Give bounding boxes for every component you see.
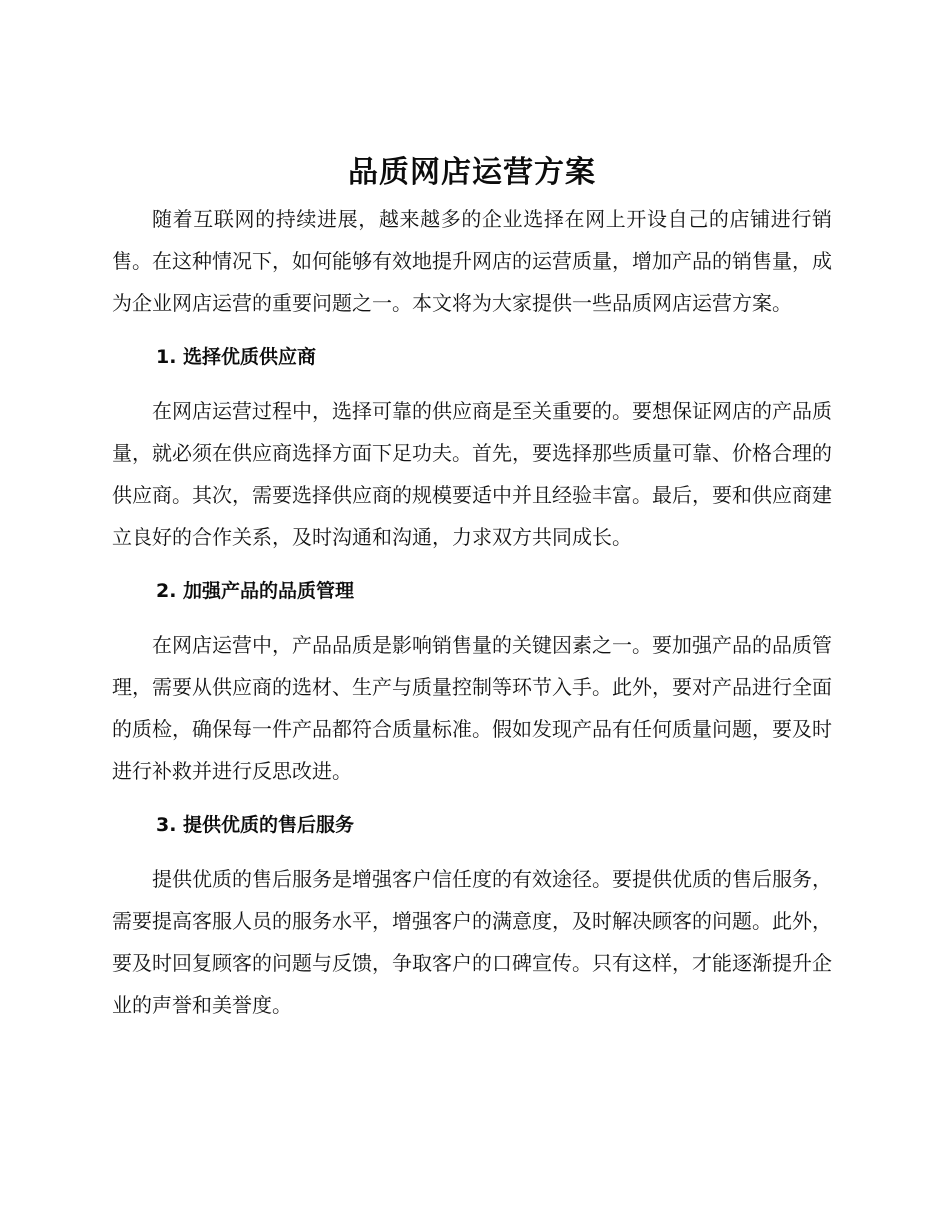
intro-paragraph: 随着互联网的持续进展，越来越多的企业选择在网上开设自己的店铺进行销售。在这种情况下，如何能够有效地提升网店的运营质量，增加产品的销售量，成为企业网店运营的重要问题之一。本文将为大家提供一些品质网店运营方案。 <box>112 207 832 315</box>
section-paragraph: 在网店运营过程中，选择可靠的供应商是至关重要的。要想保证网店的产品质量，就必须在供应商选择方面下足功夫。首先，要选择那些质量可靠、价格合理的供应商。其次，需要选择供应商的规模要适中并且经验丰富。最后，要和供应商建立良好的合作关系，及时沟通和沟通，力求双方共同成长。 <box>112 399 832 549</box>
section-paragraph: 提供优质的售后服务是增强客户信任度的有效途径。要提供优质的售后服务，需要提高客服人员的服务水平，增强客户的满意度，及时解决顾客的问题。此外，要及时回复顾客的问题与反馈，争取客户的口碑宣传。只有这样，才能逐渐提升企业的声誉和美誉度。 <box>112 867 832 1017</box>
section-heading: 3. 提供优质的售后服务 <box>156 814 355 836</box>
document-page <box>112 150 832 1026</box>
section-1 <box>112 337 832 558</box>
document-title: 品质网店运营方案 <box>348 155 596 190</box>
section-heading: 1. 选择优质供应商 <box>156 346 317 368</box>
section-2 <box>112 571 832 792</box>
section-heading: 2. 加强产品的品质管理 <box>156 580 355 602</box>
section-3 <box>112 805 832 1026</box>
section-paragraph: 在网店运营中，产品品质是影响销售量的关键因素之一。要加强产品的品质管理，需要从供应商的选材、生产与质量控制等环节入手。此外，要对产品进行全面的质检，确保每一件产品都符合质量标准。假如发现产品有任何质量问题，要及时进行补救并进行反思改进。 <box>112 633 832 783</box>
